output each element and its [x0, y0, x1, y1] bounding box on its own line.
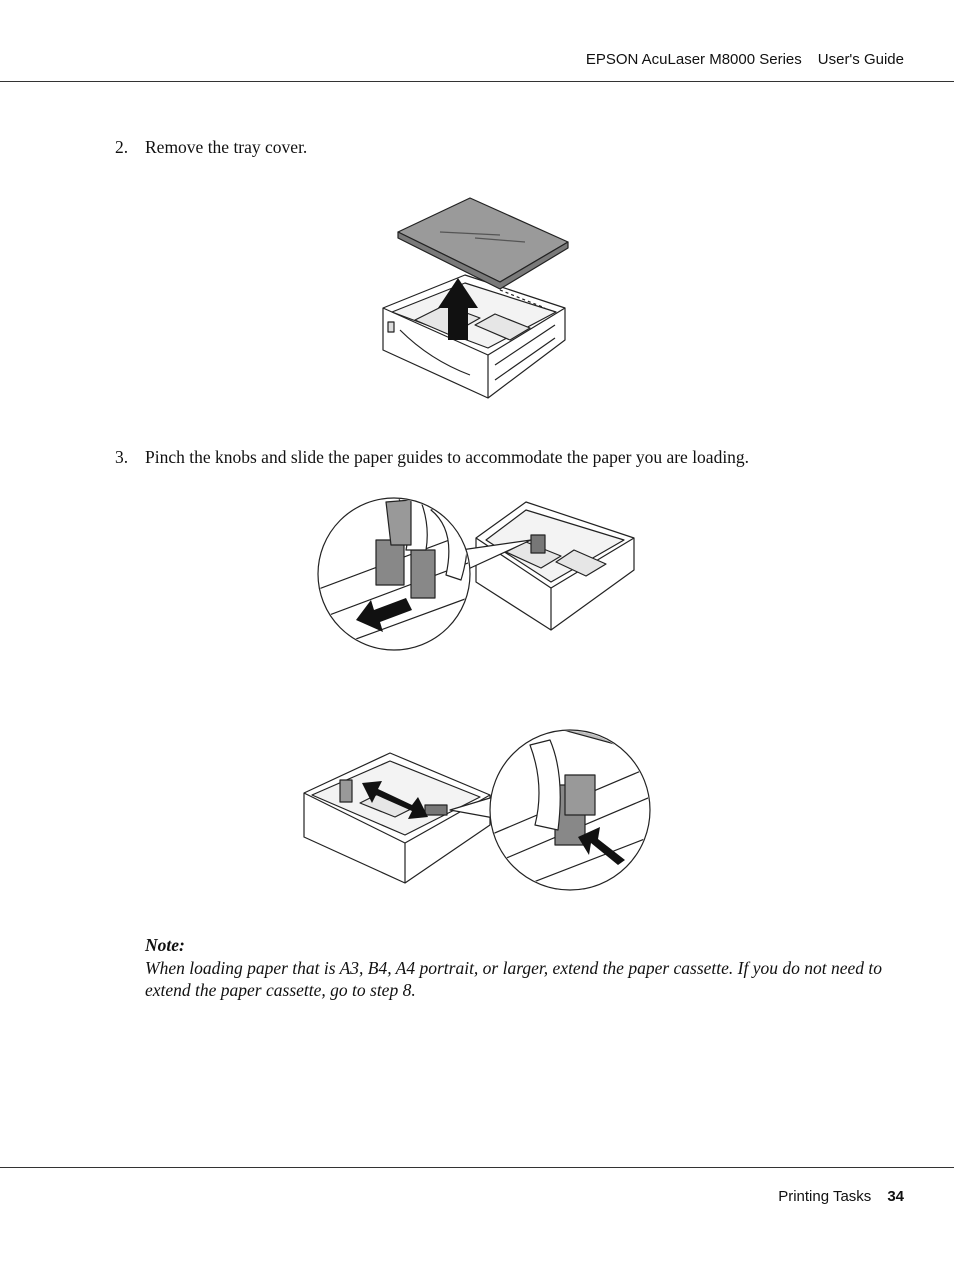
step-3: [115, 447, 749, 468]
footer-section: Printing Tasks: [778, 1188, 872, 1205]
figure-slide-guide-right: [300, 725, 655, 895]
header-guide: User's Guide: [817, 51, 904, 68]
footer-text: [778, 1188, 904, 1205]
page-number: 34: [887, 1188, 904, 1205]
page-header: [0, 0, 954, 82]
step-2: [115, 137, 307, 158]
step-number: 3.: [115, 447, 129, 467]
step-text: Pinch the knobs and slide the paper guides to accommodate the paper you are loading.: [145, 447, 750, 467]
note-body: When loading paper that is A3, B4, A4 portrait, or larger, extend the paper cassette. If you do not need to extend the paper cassette, go to step 8.: [145, 957, 883, 1000]
page-footer: [0, 1167, 954, 1205]
step-number: 2.: [115, 137, 129, 157]
note-title: Note:: [145, 935, 185, 955]
figure-remove-tray-cover: [370, 190, 585, 405]
header-product: EPSON AcuLaser M8000 Series: [585, 51, 802, 68]
figure-slide-guide-left: [316, 490, 646, 660]
step-text: Remove the tray cover.: [145, 137, 308, 157]
header-text: [586, 51, 904, 68]
note-block: [145, 934, 885, 1002]
